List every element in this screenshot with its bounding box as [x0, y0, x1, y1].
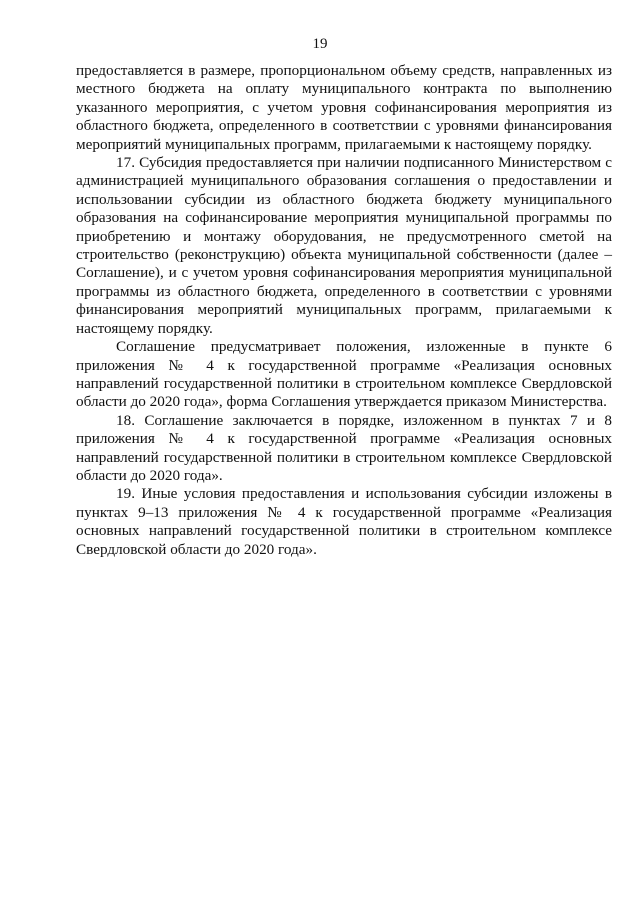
paragraph-item-19: 19. Иные условия предоставления и использования субсидии изложены в пунктах 9–13 приложения № 4 к государственной программе «Реализация основных направлений государственной политики в строительном комплексе Свердловской области до 2020 года».	[76, 485, 612, 558]
paragraph-item-18: 18. Соглашение заключается в порядке, изложенном в пунктах 7 и 8 приложения № 4 к государственной программе «Реализация основных направлений государственной политики в строительном комплексе Свердловской области до 2020 года».	[76, 411, 612, 484]
paragraph-agreement-provisions: Соглашение предусматривает положения, изложенные в пункте 6 приложения № 4 к государственной программе «Реализация основных направлений государственной политики в строительном комплексе Свердловской области до 2020 года», форма Соглашения утверждается приказом Министерства.	[76, 338, 612, 411]
page-number: 19	[312, 36, 328, 52]
paragraph-continuation: предоставляется в размере, пропорциональном объему средств, направленных из местного бюджета на оплату муниципального контракта по выполнению указанного мероприятия, с учетом уровня софинансирования мероприятия из областного бюджета, определенного в соответствии с уровнями финансирования мероприятий муниципальных программ, прилагаемыми к настоящему порядку.	[76, 62, 612, 153]
paragraph-item-17: 17. Субсидия предоставляется при наличии подписанного Министерством с администрацией муниципального образования соглашения о предоставлении и использовании субсидии из областного бюджета бюджету муниципального образования на софинансирование мероприятия муниципальной программы по приобретению и монтажу оборудования, не предусмотренного сметой на строительство (реконструкцию) объекта муниципальной собственности (далее – Соглашение), и с учетом уровня софинансирования мероприятия муниципальной программы из областного бюджета, определенного в соответствии с уровнями финансирования мероприятий муниципальных программ, прилагаемыми к настоящему порядку.	[76, 154, 612, 337]
document-body	[76, 62, 612, 559]
